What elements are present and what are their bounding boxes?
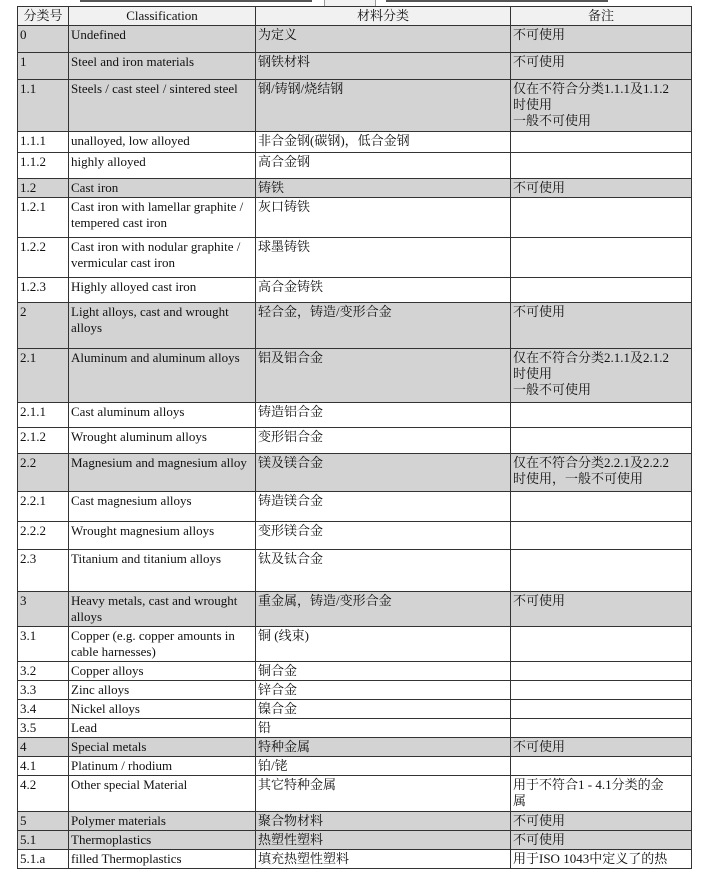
table-row [18,681,692,700]
cell-code: 3.5 [18,719,69,738]
table-row [18,428,692,454]
cell-code: 2.1.2 [18,428,69,454]
cell-material: 铸造镁合金 [256,492,511,522]
cell-remark [511,403,692,428]
table-body [18,26,692,869]
table-row [18,522,692,550]
cell-classification: Highly alloyed cast iron [69,278,256,303]
cell-classification: unalloyed, low alloyed [69,132,256,153]
cell-classification: Cast iron [69,179,256,198]
header-remark: 备注 [511,7,692,26]
cell-remark: 仅在不符合分类2.2.1及2.2.2 时使用，一般不可使用 [511,454,692,492]
cell-material: 重金属，铸造/变形合金 [256,592,511,627]
table-row [18,454,692,492]
cell-code: 2.1 [18,349,69,403]
cell-classification: Steels / cast steel / sintered steel [69,80,256,132]
cell-classification: Cast iron with lamellar graphite / tempered cast iron [69,198,256,238]
header-material: 材料分类 [256,7,511,26]
cell-code: 1.2.1 [18,198,69,238]
cell-remark [511,153,692,179]
cell-remark [511,662,692,681]
cell-material: 填充热塑性塑料 [256,850,511,869]
cell-code: 3.1 [18,627,69,662]
cell-classification: Wrought aluminum alloys [69,428,256,454]
cell-material: 特种金属 [256,738,511,757]
cell-classification: Thermoplastics [69,831,256,850]
cell-material: 钛及钛合金 [256,550,511,592]
cell-remark [511,550,692,592]
cell-classification: Copper (e.g. copper amounts in cable harnesses) [69,627,256,662]
cell-classification: Cast magnesium alloys [69,492,256,522]
cell-material: 铅 [256,719,511,738]
cropped-text-left [80,0,312,2]
cell-code: 3.4 [18,700,69,719]
table-row [18,492,692,522]
cell-classification: Polymer materials [69,812,256,831]
cell-code: 2.3 [18,550,69,592]
cell-remark: 仅在不符合分类2.1.1及2.1.2 时使用 一般不可使用 [511,349,692,403]
cell-material: 灰口铸铁 [256,198,511,238]
cell-classification: Heavy metals, cast and wrought alloys [69,592,256,627]
cell-remark [511,428,692,454]
cell-material: 锌合金 [256,681,511,700]
cell-remark [511,132,692,153]
cell-material: 镁及镁合金 [256,454,511,492]
cell-code: 1.2.2 [18,238,69,278]
cell-material: 球墨铸铁 [256,238,511,278]
table-row [18,662,692,681]
cell-remark [511,278,692,303]
cell-remark [511,198,692,238]
cell-classification: Lead [69,719,256,738]
table-row [18,700,692,719]
cropped-text-right [386,0,608,2]
table-row [18,776,692,812]
cell-code: 5.1.a [18,850,69,869]
cell-material: 铂/铑 [256,757,511,776]
cell-material: 变形镁合金 [256,522,511,550]
cell-remark [511,719,692,738]
cell-material: 铝及铝合金 [256,349,511,403]
table-row [18,349,692,403]
cell-remark: 用于ISO 1043中定义了的热 [511,850,692,869]
cell-material: 聚合物材料 [256,812,511,831]
header-classification: Classification [69,7,256,26]
cell-material: 热塑性塑料 [256,831,511,850]
cell-code: 5 [18,812,69,831]
cell-classification: Magnesium and magnesium alloy [69,454,256,492]
table-row [18,132,692,153]
cell-code: 0 [18,26,69,53]
cell-remark: 不可使用 [511,592,692,627]
cell-classification: Undefined [69,26,256,53]
cell-remark: 仅在不符合分类1.1.1及1.1.2 时使用 一般不可使用 [511,80,692,132]
cell-material: 非合金钢(碳钢)，低合金钢 [256,132,511,153]
table-row [18,179,692,198]
table-row [18,627,692,662]
cell-remark: 不可使用 [511,812,692,831]
table-row [18,153,692,179]
cell-remark [511,627,692,662]
cell-material: 轻合金，铸造/变形合金 [256,303,511,349]
cell-code: 2 [18,303,69,349]
cell-code: 4.2 [18,776,69,812]
cell-code: 1 [18,53,69,80]
cell-code: 2.2 [18,454,69,492]
cell-code: 1.1.1 [18,132,69,153]
cell-material: 铜合金 [256,662,511,681]
cell-code: 2.2.2 [18,522,69,550]
cell-material: 变形铝合金 [256,428,511,454]
cell-material: 钢/铸钢/烧结钢 [256,80,511,132]
table-row [18,812,692,831]
cell-classification: Cast aluminum alloys [69,403,256,428]
cell-classification: Cast iron with nodular graphite / vermicular cast iron [69,238,256,278]
cell-classification: Other special Material [69,776,256,812]
table-row [18,850,692,869]
table-row [18,550,692,592]
table-row [18,53,692,80]
cell-material: 铜 (线束) [256,627,511,662]
cell-remark [511,700,692,719]
material-classification-table [17,6,692,869]
cell-remark [511,492,692,522]
cell-remark [511,238,692,278]
cell-material: 镍合金 [256,700,511,719]
cell-remark: 不可使用 [511,303,692,349]
cell-classification: Wrought magnesium alloys [69,522,256,550]
cell-code: 1.1 [18,80,69,132]
cell-classification: Copper alloys [69,662,256,681]
table-header-row [18,7,692,26]
cell-remark: 不可使用 [511,179,692,198]
cell-code: 3.3 [18,681,69,700]
cell-classification: Platinum / rhodium [69,757,256,776]
cell-remark: 用于不符合1 - 4.1分类的金 属 [511,776,692,812]
cell-remark: 不可使用 [511,831,692,850]
table-row [18,198,692,238]
cell-classification: Light alloys, cast and wrought alloys [69,303,256,349]
cell-classification: filled Thermoplastics [69,850,256,869]
cell-code: 2.2.1 [18,492,69,522]
table-row [18,592,692,627]
cell-remark: 不可使用 [511,738,692,757]
cell-classification: Special metals [69,738,256,757]
cell-remark [511,522,692,550]
cell-material: 高合金铸铁 [256,278,511,303]
table-row [18,80,692,132]
table-row [18,278,692,303]
cell-code: 1.2 [18,179,69,198]
cell-classification: Nickel alloys [69,700,256,719]
cell-classification: Zinc alloys [69,681,256,700]
cell-remark [511,757,692,776]
table-row [18,26,692,53]
table-row [18,757,692,776]
cell-material: 钢铁材料 [256,53,511,80]
cell-material: 铸造铝合金 [256,403,511,428]
cell-material: 铸铁 [256,179,511,198]
cell-material: 高合金钢 [256,153,511,179]
cell-code: 3 [18,592,69,627]
table-row [18,403,692,428]
cell-classification: highly alloyed [69,153,256,179]
cell-classification: Titanium and titanium alloys [69,550,256,592]
cell-code: 2.1.1 [18,403,69,428]
cell-code: 5.1 [18,831,69,850]
cell-material: 其它特种金属 [256,776,511,812]
cell-code: 4.1 [18,757,69,776]
cell-remark: 不可使用 [511,53,692,80]
cell-remark: 不可使用 [511,26,692,53]
cell-material: 为定义 [256,26,511,53]
header-code: 分类号 [18,7,69,26]
table-row [18,238,692,278]
cell-remark [511,681,692,700]
cell-classification: Aluminum and aluminum alloys [69,349,256,403]
cell-code: 4 [18,738,69,757]
table-row [18,831,692,850]
table-row [18,738,692,757]
table-row [18,719,692,738]
cell-code: 1.2.3 [18,278,69,303]
cell-classification: Steel and iron materials [69,53,256,80]
table-row [18,303,692,349]
cell-code: 3.2 [18,662,69,681]
cell-code: 1.1.2 [18,153,69,179]
